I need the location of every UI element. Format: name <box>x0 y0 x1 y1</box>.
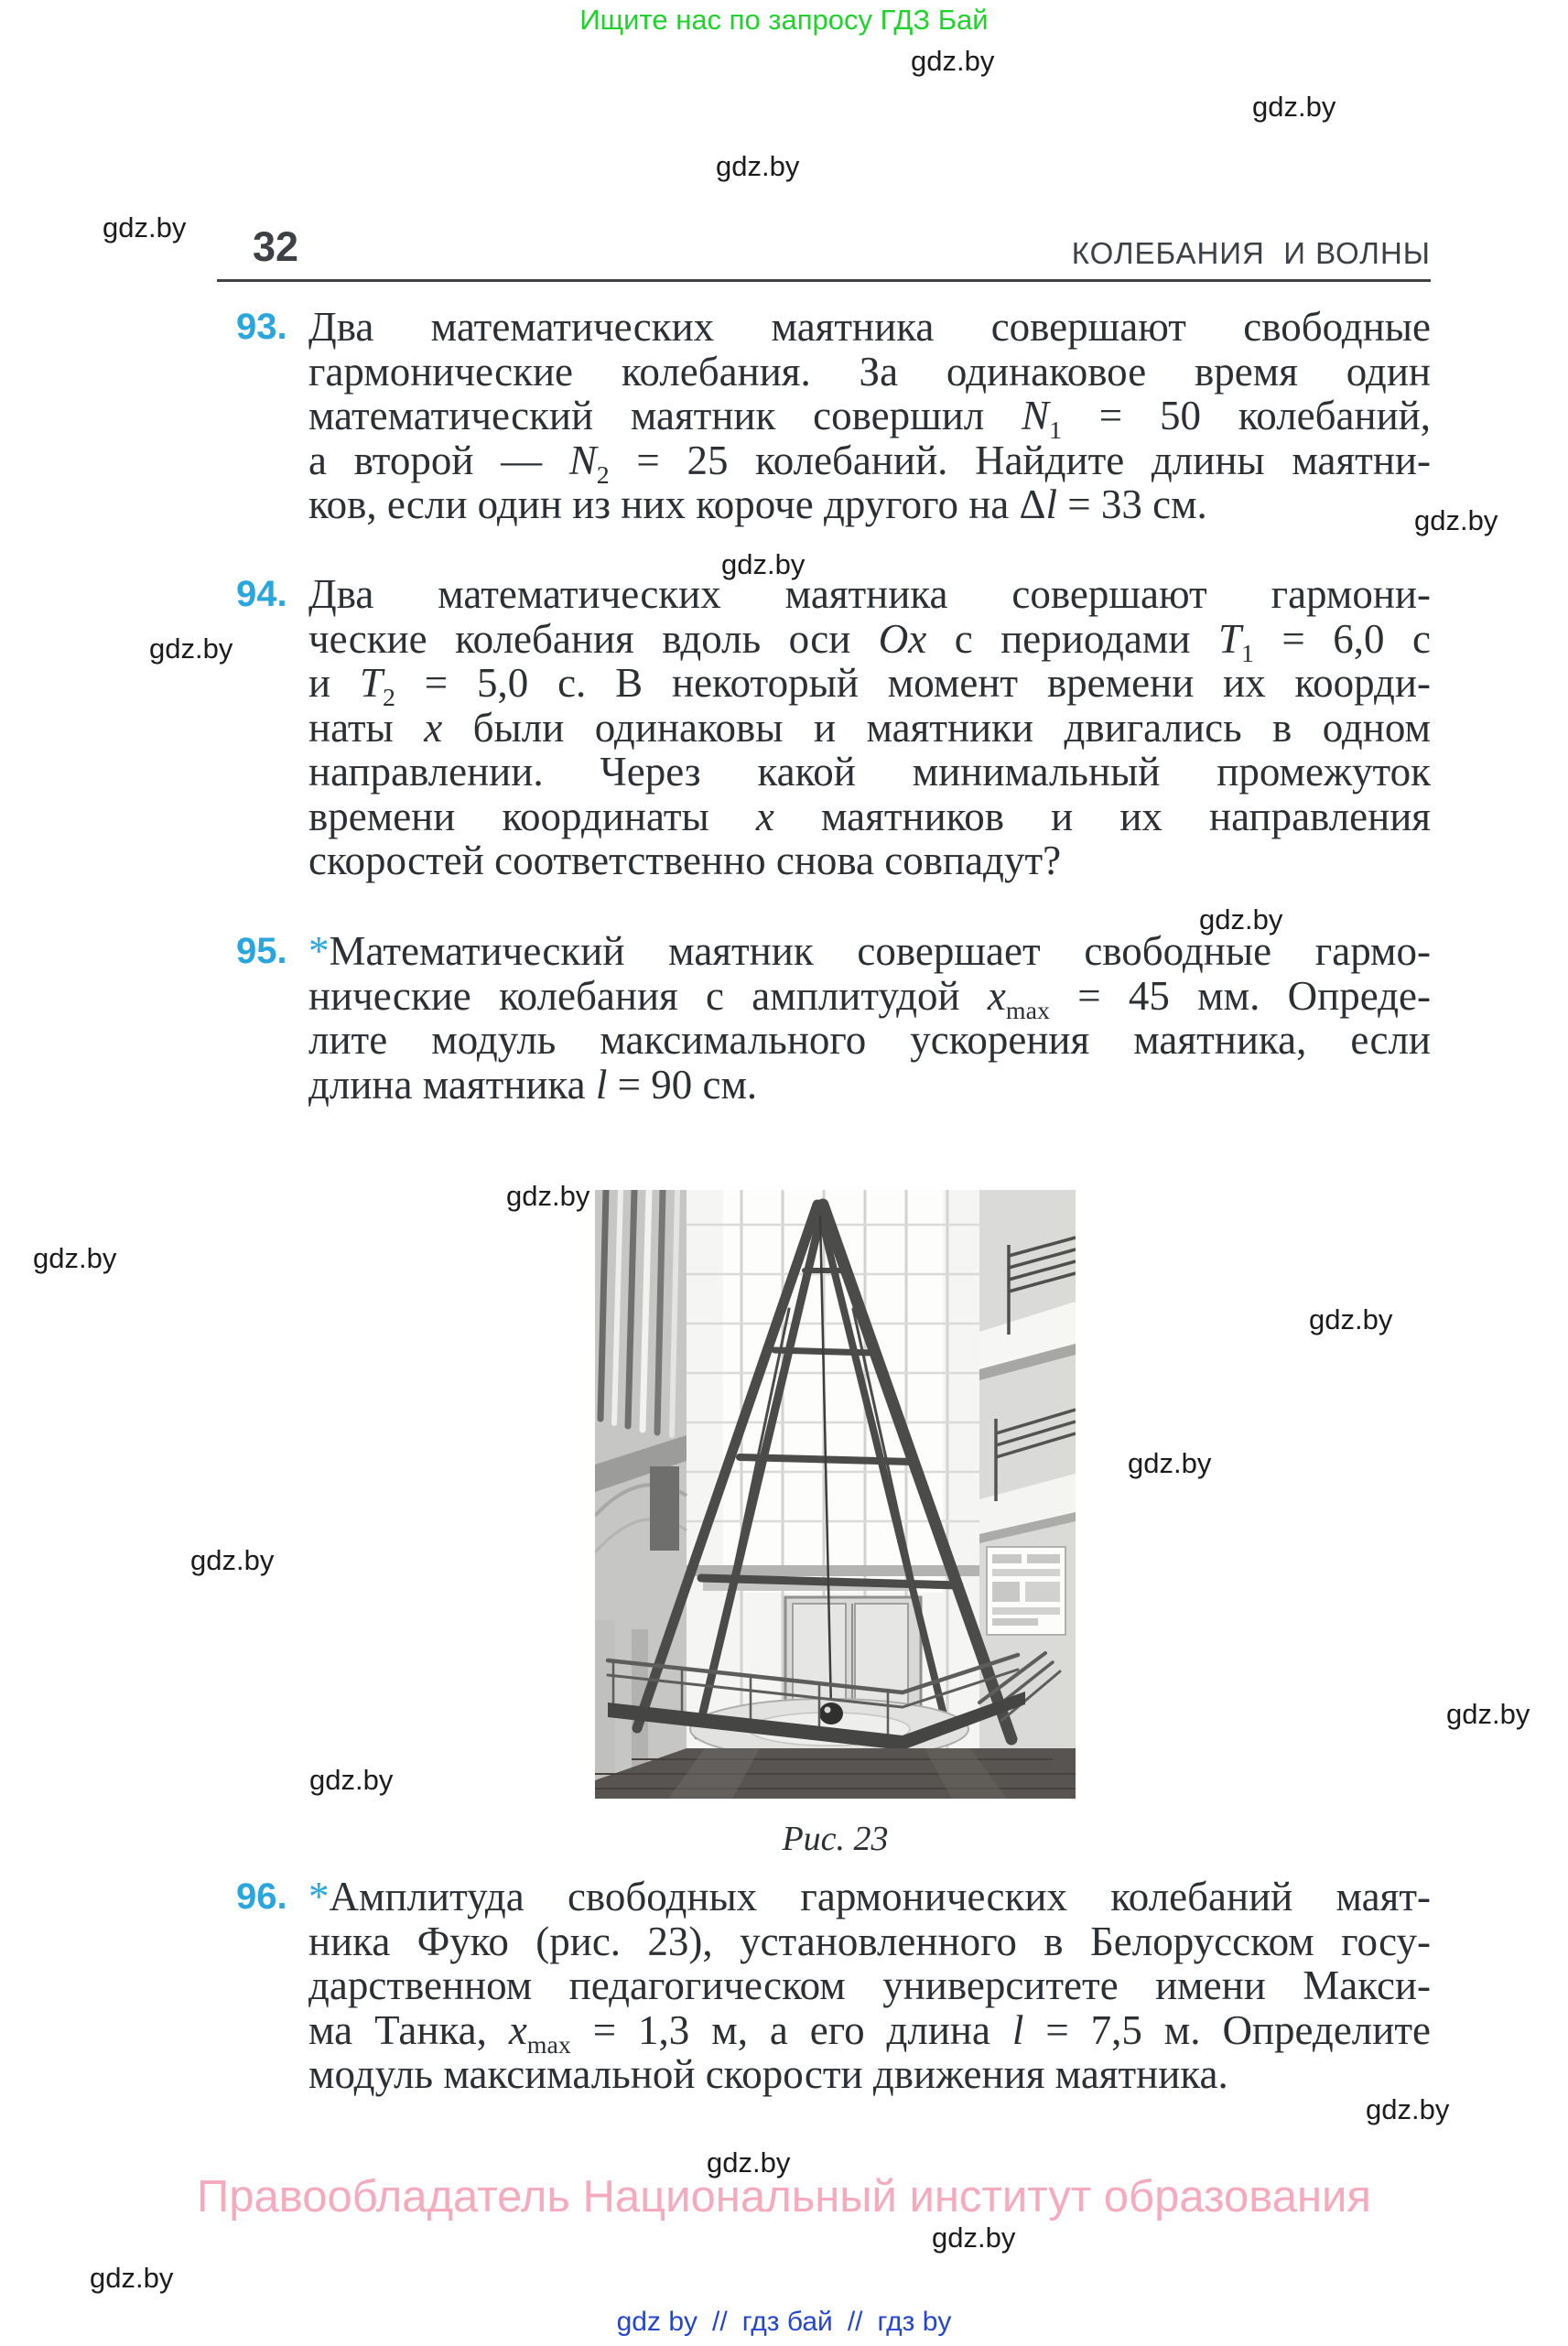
problem-line: Два математических маятника совершают свободные <box>308 304 1431 350</box>
problem-line: ника Фуко (рис. 23), установленного в Белорусском госу- <box>308 1918 1431 1964</box>
problem-line: ма Танка, $x_{max} = 1,3$ м, а его длина l = 7,5 м. Определите <box>308 2006 1431 2060</box>
gdz-watermark: gdz.by <box>33 1242 117 1274</box>
left-wall <box>595 1190 687 1783</box>
footer-links <box>0 2307 1568 2338</box>
gdz-watermark: gdz.by <box>90 2262 174 2294</box>
gdz-watermark: gdz.by <box>932 2222 1016 2254</box>
problem-line: *Математический маятник совершает свободные гармо- <box>308 928 1431 974</box>
problem-93 <box>236 305 1431 527</box>
problem-line: и $T_2 = 5,0$ с. В некоторый момент времени их коорди- <box>308 660 1431 712</box>
problem-line: Два математических маятника совершают гармони- <box>308 571 1431 617</box>
problem-95 <box>236 929 1431 1107</box>
info-poster <box>987 1547 1065 1635</box>
footer-link-gdz-by[interactable]: gdz by <box>616 2307 698 2337</box>
top-banner: Ищите нас по запросу ГДЗ Бай <box>579 4 989 36</box>
gdz-watermark: gdz.by <box>149 632 233 665</box>
gdz-watermark: gdz.by <box>1309 1303 1393 1335</box>
problem-number: 95. <box>236 931 287 971</box>
gdz-watermark: gdz.by <box>707 2146 791 2178</box>
problem-line: гармонические колебания. За одинаковое время один <box>308 348 1431 395</box>
problem-line: дарственном педагогическом университете имени Макси- <box>308 1962 1431 2008</box>
problem-text <box>308 305 1431 527</box>
gdz-watermark: gdz.by <box>190 1544 275 1576</box>
problem-line: времени координаты x маятников и их направления <box>308 793 1431 839</box>
gdz-watermark: gdz.by <box>1252 91 1336 123</box>
pendulum-bob <box>819 1703 843 1724</box>
gdz-watermark: gdz.by <box>721 548 806 580</box>
figure-23 <box>595 1190 1076 1859</box>
problem-line: лите модуль максимального ускорения маятника, если <box>308 1017 1431 1063</box>
problem-line: направлении. Через какой минимальный промежуток <box>308 749 1431 795</box>
dark-floor <box>595 1748 1076 1799</box>
problem-line: ков, если один из них короче другого на Δl = 33 см. <box>308 481 1207 527</box>
problem-line: длина маятника l = 90 см. <box>308 1061 758 1108</box>
problem-line: скоростей соответственно снова совпадут? <box>308 838 1062 883</box>
figure-caption: Рис. 23 <box>782 1820 889 1858</box>
gdz-watermark: gdz.by <box>1414 504 1498 536</box>
gdz-watermark: gdz.by <box>716 150 800 182</box>
problem-number: 94. <box>236 574 287 614</box>
problem-line: нические колебания с амплитудой $x_{max} = 45$ мм. Опреде- <box>308 972 1431 1025</box>
copyright-notice: Правообладатель Национальный институт образования <box>197 2172 1371 2222</box>
problem-line: модуль максимальной скорости движения маятника. <box>308 2051 1228 2097</box>
gdz-watermark: gdz.by <box>103 211 187 243</box>
footer-link-gdz-by-2[interactable]: гдз by <box>877 2307 952 2337</box>
gdz-watermark: gdz.by <box>1366 2093 1450 2125</box>
pendulum-photo <box>595 1190 1076 1799</box>
footer-link-gdz-bai[interactable]: гдз бай <box>741 2307 833 2337</box>
problem-text <box>308 929 1431 1107</box>
problem-96 <box>236 1875 1431 2097</box>
problem-line: наты x были одинаковы и маятники двигались в одном <box>308 704 1431 751</box>
gdz-watermark: gdz.by <box>911 45 995 77</box>
problem-line: а второй — $N_2 = 25$ колебаний. Найдите длины маятни- <box>308 437 1431 490</box>
problem-number: 96. <box>236 1876 287 1917</box>
gdz-watermark: gdz.by <box>1446 1698 1530 1730</box>
problem-number: 93. <box>236 307 287 347</box>
link-separator: // <box>847 2307 863 2337</box>
chapter-title: КОЛЕБАНИЯ И ВОЛНЫ <box>1071 236 1431 270</box>
gdz-watermark: gdz.by <box>1128 1447 1212 1479</box>
header-rule <box>217 279 1431 282</box>
problem-text <box>308 572 1431 883</box>
gdz-watermark: gdz.by <box>1199 903 1283 935</box>
page-number: 32 <box>253 223 299 270</box>
gdz-watermark: gdz.by <box>309 1764 394 1796</box>
problem-line: *Амплитуда свободных гармонических колебаний маят- <box>308 1874 1431 1919</box>
link-separator: // <box>712 2307 728 2337</box>
problem-line: математический маятник совершил $N_1 = 50$ колебаний, <box>308 393 1431 445</box>
problem-line: ческие колебания вдоль оси Ox с периодами $T_1 = 6,0$ с <box>308 615 1431 668</box>
gdz-watermark: gdz.by <box>506 1180 590 1212</box>
problem-text <box>308 1875 1431 2097</box>
problem-94 <box>236 572 1431 883</box>
